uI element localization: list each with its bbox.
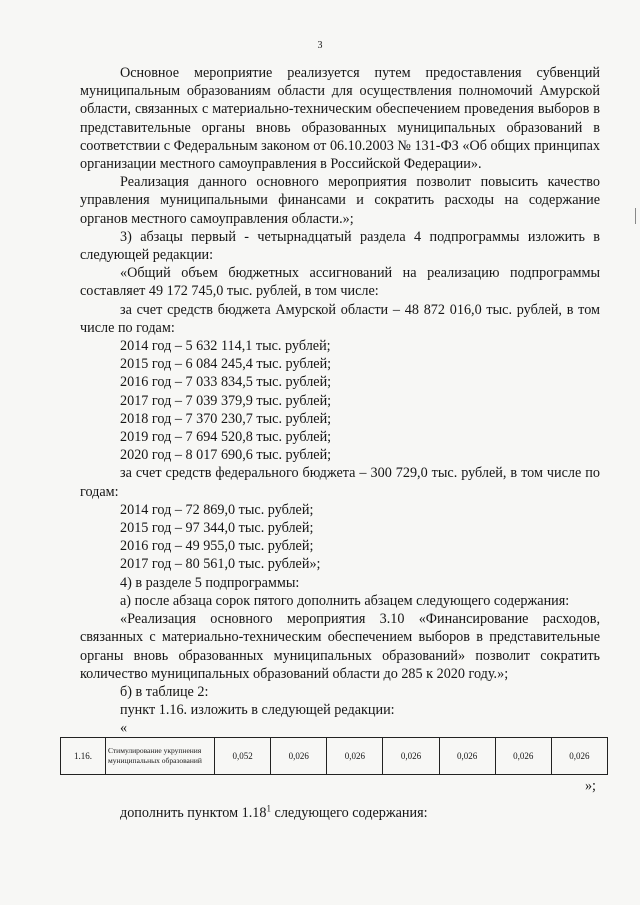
table-cell-value: 0,026 (551, 738, 607, 775)
table-cell-name: Стимулирование укрупнения муниципальных образований (106, 738, 215, 775)
paragraph: а) после абзаца сорок пятого дополнить абзацем следующего содержания: (120, 592, 570, 609)
list-item: 2014 год – 5 632 114,1 тыс. рублей; (120, 338, 331, 355)
table-row (61, 738, 608, 775)
list-item: 2016 год – 7 033 834,5 тыс. рублей; (120, 374, 332, 391)
document-body (74, 64, 600, 822)
table-cell-value: 0,026 (327, 738, 383, 775)
list-item: 2016 год – 49 955,0 тыс. рублей; (120, 538, 314, 555)
list-item: 2015 год – 6 084 245,4 тыс. рублей; (120, 356, 332, 373)
paragraph: 4) в разделе 5 подпрограммы: (120, 574, 300, 591)
add-point-text: дополнить пунктом 1.18 (120, 804, 267, 821)
table-cell-value: 0,026 (383, 738, 439, 775)
add-point-superscript: 1 (266, 802, 271, 813)
paragraph: Основное мероприятие реализуется путем предоставления субвенций муниципальным образованиям области для осуществления полномочий Амурской области, связанных с материально-техническим обеспечением проведения выборов в представительные органы вновь образованных муниципальных образований в соответствии с Федеральным законом от 06.10.2003 № 131-ФЗ «Об общих принципах организации местного самоуправления в Российской Федерации». (80, 65, 600, 173)
table-cell-value: 0,026 (271, 738, 327, 775)
table-cell-code: 1.16. (61, 738, 106, 775)
add-point-text-end: следующего содержания: (270, 804, 428, 821)
list-item: 2020 год – 8 017 690,6 тыс. рублей; (120, 447, 332, 464)
table-cell-value: 0,052 (215, 738, 271, 775)
list-item: 2017 год – 7 039 379,9 тыс. рублей; (120, 392, 332, 409)
paragraph: за счет средств бюджета Амурской области – 48 872 016,0 тыс. рублей, в том числе по годам: (80, 301, 600, 336)
regional-years-list (80, 337, 600, 464)
indicator-table (60, 737, 608, 775)
list-item: 2014 год – 72 869,0 тыс. рублей; (120, 501, 314, 518)
list-item: 2015 год – 97 344,0 тыс. рублей; (120, 520, 314, 537)
paragraph: «Реализация основного мероприятия 3.10 «Финансирование расходов, связанных с материально-техническим обеспечением выборов в представительные органы вновь образованных муниципальных образований» позволит сократить количество муниципальных образований области до 285 к 2020 году.»; (80, 611, 600, 682)
list-item: 2019 год – 7 694 520,8 тыс. рублей; (120, 429, 332, 446)
margin-mark (635, 208, 636, 224)
table-cell-value: 0,026 (495, 738, 551, 775)
paragraph: «Общий объем бюджетных ассигнований на реализацию подпрограммы составляет 49 172 745,0 тыс. рублей, в том числе: (80, 265, 600, 300)
federal-years-list (80, 501, 600, 574)
list-item: 2017 год – 80 561,0 тыс. рублей»; (120, 556, 321, 573)
paragraph: б) в таблице 2: (120, 683, 209, 700)
quote-open-mark: « (120, 720, 128, 737)
paragraph: за счет средств федерального бюджета – 300 729,0 тыс. рублей, в том числе по годам: (80, 465, 600, 500)
quote-close-mark: »; (584, 778, 596, 795)
paragraph: 3) абзацы первый - четырнадцатый раздела 4 подпрограммы изложить в следующей редакции: (80, 228, 600, 264)
page-number: 3 (317, 40, 323, 51)
list-item: 2018 год – 7 370 230,7 тыс. рублей; (120, 410, 332, 427)
add-point-paragraph (120, 804, 600, 822)
paragraph: пункт 1.16. изложить в следующей редакции: (120, 702, 395, 719)
paragraph: Реализация данного основного мероприятия позволит повысить качество управления муниципальными финансами и сократить расходы на содержание органов местного самоуправления области.»; (80, 174, 600, 227)
table-cell-value: 0,026 (439, 738, 495, 775)
